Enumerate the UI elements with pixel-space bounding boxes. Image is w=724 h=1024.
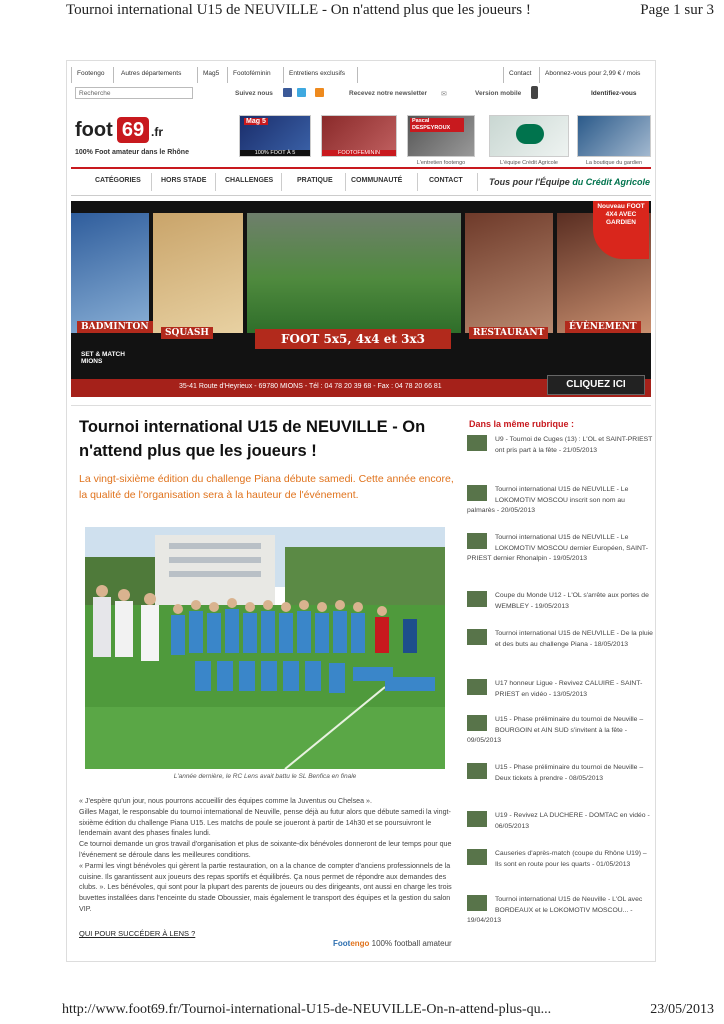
article-thumbnail — [467, 591, 487, 607]
related-article[interactable] — [467, 485, 653, 517]
banner-label-restaurant: RESTAURANT — [469, 327, 548, 339]
footengo-logo-engo: engo — [350, 939, 370, 948]
print-title: Tournoi international U15 de NEUVILLE - On n'attend plus que les joueurs ! — [66, 2, 531, 18]
nav-separator — [227, 67, 228, 83]
related-article-text: Tournoi international U15 de NEUVILLE - De la pluie et des buts au challenge Piana - 18/05/2013 — [495, 630, 653, 648]
related-article[interactable] — [467, 591, 653, 612]
promo-entretien-title: Pascal DESPEYROUX — [410, 118, 464, 132]
banner-label-squash: SQUASH — [161, 327, 213, 339]
related-article-text: Causeries d'après-match (coupe du Rhône U19) – Ils sont en route pour les quarts - 01/05/2013 — [495, 850, 647, 868]
credit-agricole-slogan — [489, 177, 650, 187]
nav-separator — [71, 67, 72, 83]
logo-fr: .fr — [151, 125, 163, 139]
article-paragraph: Ce tournoi demande un gros travail d'organisation et plus de soixante-dix bénévoles donneront de leur temps pour que l'événement se déroule dans les meilleures conditions. — [79, 840, 452, 859]
nav-separator — [503, 67, 504, 83]
article-title: Tournoi international U15 de NEUVILLE - On n'attend plus que les joueurs ! — [79, 418, 426, 460]
banner-foot-photo — [247, 213, 461, 333]
nav-separator — [151, 173, 152, 191]
related-article[interactable] — [467, 895, 653, 927]
related-article[interactable] — [467, 629, 653, 650]
envelope-icon: ✉ — [441, 91, 447, 98]
nav-separator — [215, 173, 216, 191]
nav-separator — [477, 173, 478, 191]
related-article[interactable] — [467, 679, 653, 700]
article-thumbnail — [467, 811, 487, 827]
site-tagline: 100% Foot amateur dans le Rhône — [75, 149, 189, 156]
follow-us-label: Suivez nous — [235, 90, 273, 97]
banner-label-evenement: ÉVÈNEMENT — [565, 321, 641, 333]
nav-categories[interactable]: CATÉGORIES — [95, 177, 141, 184]
banner-label-badminton: BADMINTON — [77, 321, 153, 333]
related-article-text: U19 - Revivez LA DUCHERE - DOMTAC en vidéo - 06/05/2013 — [495, 812, 650, 830]
related-article-text: Tournoi international U15 de Neuville - L'OL avec BORDEAUX et le LOKOMOTIV MOSCOU... - 19/04/2013 — [467, 896, 643, 925]
nav-communaute[interactable]: COMMUNAUTÉ — [351, 177, 403, 184]
phone-icon — [531, 86, 538, 99]
web-page — [66, 60, 656, 962]
promo-footofeminin[interactable] — [321, 115, 397, 157]
nav-separator — [113, 67, 114, 83]
topnav-contact[interactable]: Contact — [509, 70, 532, 77]
related-article-text: U15 - Phase préliminaire du tournoi de Neuville – BOURGOIN et AIN SUD s'invitent à la fête - 09/05/2013 — [467, 716, 644, 745]
banner-squash-photo — [153, 213, 243, 333]
site-logo[interactable] — [75, 117, 163, 147]
print-date: 23/05/2013 — [650, 1002, 714, 1017]
related-article[interactable] — [467, 715, 653, 747]
nav-separator — [197, 67, 198, 83]
logo-foot: foot — [75, 119, 113, 141]
promo-credit-agricole-label: L'équipe Crédit Agricole — [500, 160, 558, 166]
banner-restaurant-photo — [465, 213, 553, 333]
related-article[interactable] — [467, 811, 653, 832]
nav-separator — [283, 67, 284, 83]
promo-mag5-title: Mag 5 — [246, 118, 266, 125]
article-paragraph: « J'espère qu'un jour, nous pourrons accueillir des équipes comme la Juventus ou Chelsea ». — [79, 797, 372, 805]
article-paragraph: Gilles Magat, le responsable du tournoi international de Neuville, pense déjà au futur alors que débute samedi la vingt-sixième édition du challenge Piana U15. Les matchs de poule se joueront à partir de 14h30 et se poursuivront le lendemain avant des phases finales lundi. — [79, 807, 451, 838]
topnav-abonnez[interactable]: Abonnez-vous pour 2,99 € / mois — [545, 70, 641, 77]
nav-separator — [357, 67, 358, 83]
top-navigation — [71, 67, 651, 83]
promo-mag5-label: 100% FOOT À 5 — [240, 150, 310, 156]
article-thumbnail — [467, 895, 487, 911]
advertising-banner[interactable] — [71, 201, 651, 397]
related-article[interactable] — [467, 533, 653, 565]
related-article-text: Tournoi international U15 de NEUVILLE - Le LOKOMOTIV MOSCOU inscrit son nom au palmarès - 20/05/2013 — [467, 486, 629, 515]
article-thumbnail — [467, 435, 487, 451]
promo-boutique[interactable] — [577, 115, 651, 166]
related-article-text: U17 honneur Ligue - Revivez CALUIRE - SAINT-PRIEST en vidéo - 13/05/2013 — [495, 680, 643, 698]
nav-hors-stade[interactable]: HORS STADE — [161, 177, 207, 184]
promo-boutique-label: La boutique du gardien — [585, 160, 643, 166]
main-navigation — [71, 167, 651, 196]
logo-69: 69 — [117, 117, 149, 143]
banner-label-foot: FOOT 5x5, 4x4 et 3x3 — [255, 329, 451, 349]
twitter-icon[interactable] — [297, 88, 306, 97]
nav-separator — [417, 173, 418, 191]
promo-footofeminin-label: FOOTOFEMININ — [322, 150, 396, 156]
related-heading: Dans la même rubrique : — [469, 419, 575, 429]
related-article-text: Coupe du Monde U12 - L'OL s'arrête aux portes de WEMBLEY - 19/05/2013 — [495, 592, 649, 610]
article-thumbnail — [467, 533, 487, 549]
article-lead: La vingt-sixième édition du challenge Piana débute samedi. Cette année encore, la qualité de l'organisation sera à la hauteur de l'événement. — [79, 473, 454, 501]
topnav-footengo[interactable]: Footengo — [77, 70, 105, 77]
print-header — [0, 0, 724, 22]
photo-caption: L'année dernière, le RC Lens avait battu le SL Benfica en finale — [173, 773, 357, 780]
article-thumbnail — [467, 715, 487, 731]
promo-entretien[interactable] — [407, 115, 475, 166]
newsletter-link[interactable]: Recevez notre newsletter — [349, 90, 428, 97]
facebook-icon[interactable] — [283, 88, 292, 97]
related-article[interactable] — [467, 435, 653, 456]
topnav-mag5[interactable]: Mag5 — [203, 70, 220, 77]
nav-challenges[interactable]: CHALLENGES — [225, 177, 274, 184]
banner-badminton-photo — [71, 213, 149, 333]
banner-cliquez-button[interactable]: CLIQUEZ ICI — [547, 375, 645, 395]
footengo-footer[interactable] — [333, 939, 452, 948]
mobile-version-link[interactable]: Version mobile — [475, 90, 522, 97]
promo-entretien-label: L'entretien footengo — [416, 160, 466, 166]
article-photo — [85, 527, 445, 769]
article-paragraph: « Parmi les vingt bénévoles qui gèrent la partie restauration, on a la chance de compter d'anciens professionnels de la cuisine. Ils garantissent aux joueurs des repas sportifs et équilibrés. Ça nous permet de répondre aux demandes des clubs. ». Les bénévoles, qui sont pour la plupart des parents de joueurs ou des dirigeants, ont aussi en charge les trois buvettes installées dans l'enceinte du stade Oboussier, mais également le transport des équipes et la gestion du salon VIP. — [79, 861, 452, 913]
section-subheading: QUI POUR SUCCÉDER À LENS ? — [79, 929, 196, 938]
rss-icon[interactable] — [315, 88, 324, 97]
divider — [71, 405, 651, 406]
article-body — [79, 796, 455, 915]
team-photo-illustration — [85, 527, 445, 769]
login-link[interactable]: Identifiez-vous — [591, 90, 637, 97]
nav-separator — [281, 173, 282, 191]
nav-separator — [345, 173, 346, 191]
nav-separator — [539, 67, 540, 83]
article-thumbnail — [467, 629, 487, 645]
slogan-part-b: du Crédit Agricole — [572, 177, 650, 187]
banner-nouveau-badge: Nouveau FOOT 4X4 AVEC GARDIEN — [593, 201, 649, 259]
article-thumbnail — [467, 763, 487, 779]
article-thumbnail — [467, 849, 487, 865]
banner-address: 35-41 Route d'Heyrieux - 69780 MIONS - Tél : 04 78 20 39 68 - Fax : 04 78 20 66 81 — [179, 383, 442, 390]
related-article[interactable] — [467, 849, 653, 870]
related-article-text: Tournoi international U15 de NEUVILLE - Le LOKOMOTIV MOSCOU dernier Européen, SAINT-PRIEST dernier Rhonalpin - 19/05/2013 — [467, 534, 648, 563]
nav-pratique[interactable]: PRATIQUE — [297, 177, 333, 184]
print-url: http://www.foot69.fr/Tournoi-international-U15-de-NEUVILLE-On-n-attend-plus-qu... — [62, 1002, 552, 1017]
footengo-logo-foot: Foot — [333, 939, 351, 948]
article-thumbnail — [467, 485, 487, 501]
promo-credit-agricole[interactable] — [489, 115, 569, 166]
slogan-part-a: Tous pour l'Équipe — [489, 177, 573, 187]
related-article-text: U15 - Phase préliminaire du tournoi de Neuville – Deux tickets à prendre - 08/05/2013 — [495, 764, 644, 782]
search-input[interactable]: Recherche — [75, 87, 193, 99]
nav-contact[interactable]: CONTACT — [429, 177, 463, 184]
print-page-number: Page 1 sur 3 — [640, 2, 714, 18]
set-match-logo: SET & MATCH MIONS — [81, 351, 125, 365]
footengo-logo — [333, 939, 369, 948]
promo-mag5[interactable] — [239, 115, 311, 157]
related-article-text: U9 - Tournoi de Cuges (13) : L'OL et SAINT-PRIEST ont pris part à la fête - 21/05/2013 — [495, 436, 653, 454]
article-thumbnail — [467, 679, 487, 695]
topnav-entretiens[interactable]: Entretiens exclusifs — [289, 70, 345, 77]
topnav-autres-departements[interactable]: Autres départements — [121, 70, 182, 77]
topnav-footofeminin[interactable]: Footoféminin — [233, 70, 271, 77]
related-article[interactable] — [467, 763, 653, 784]
credit-agricole-icon — [516, 124, 544, 144]
footengo-tagline: 100% football amateur — [369, 939, 452, 948]
